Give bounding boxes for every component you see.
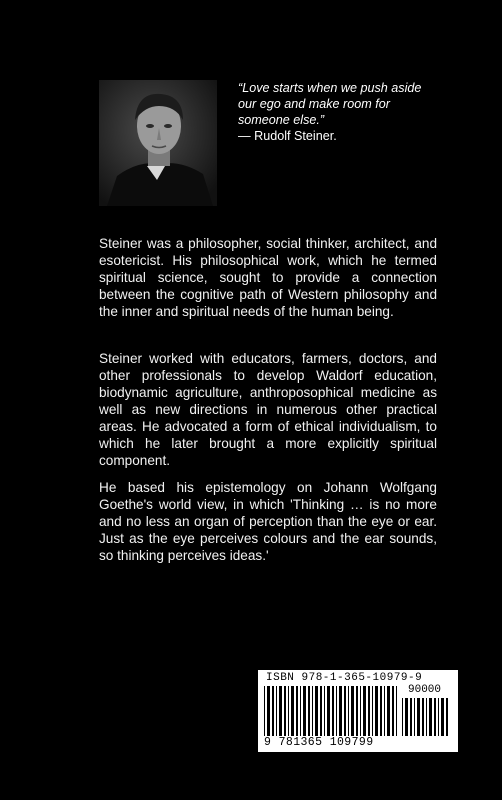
addon-barcode-bars (402, 686, 450, 736)
paragraph-2: Steiner worked with educators, farmers, doctors, and other professionals to develop Waldorf education, biodynamic agriculture, anthroposophical medicine as well as new directions in numerous other practical areas. He advocated a form of ethical individualism, to which he later brought a more explicitly spiritual component. (99, 351, 437, 468)
paragraph-1: Steiner was a philosopher, social thinker, architect, and esotericist. His philosophical work, which he termed spiritual science, sought to provide a connection between the cognitive path of Western philosophy and the inner and spiritual needs of the human being. (99, 236, 437, 319)
addon-number: 90000 (408, 684, 442, 696)
isbn-label: ISBN 978-1-365-10979-9 (266, 672, 423, 684)
paragraph-3: He based his epistemology on Johann Wolfgang Goethe's world view, in which 'Thinking … is no more and no less an organ of perception than the eye or ear. Just as the eye perceives colours and the ear sounds, so thinking perceives ideas.' (99, 480, 437, 563)
quote-text: “Love starts when we push aside our ego and make room for someone else.” (238, 81, 422, 127)
barcode-digits: 9 781365 109799 (264, 736, 374, 749)
quote-attribution: ― Rudolf Steiner. (238, 129, 337, 143)
author-portrait (99, 80, 217, 206)
quote-block (238, 80, 443, 144)
isbn-barcode (258, 670, 458, 752)
barcode-bars (264, 686, 400, 736)
